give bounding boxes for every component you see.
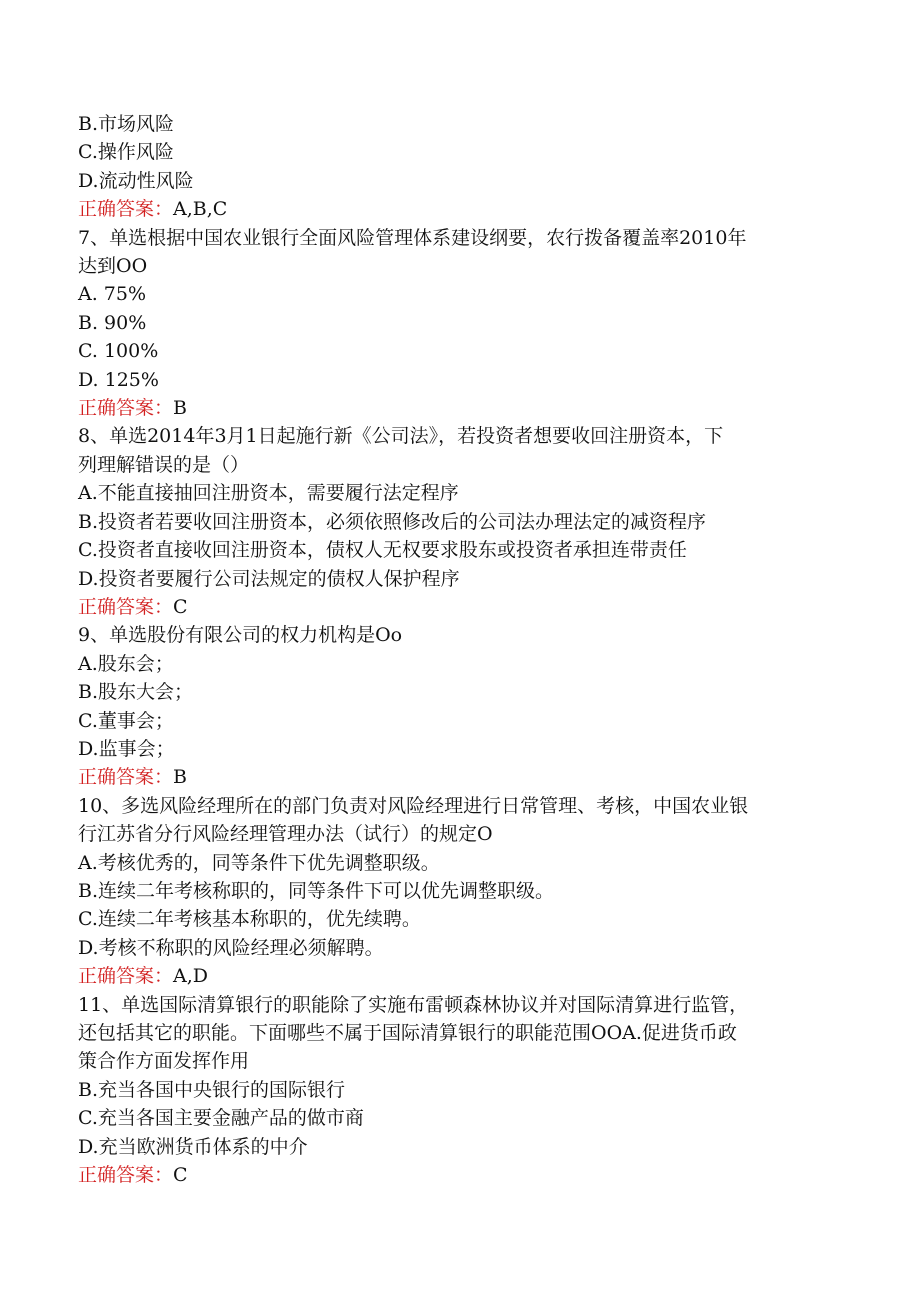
option-a: A.不能直接抽回注册资本，需要履行法定程序 xyxy=(78,482,459,505)
option-c: C.董事会； xyxy=(78,709,174,732)
question-stem: 10、多选风险经理所在的部门负责对风险经理进行日常管理、考核，中国农业银 xyxy=(78,794,749,817)
answer-value: B xyxy=(173,397,187,420)
option-d: D.流动性风险 xyxy=(78,169,194,192)
option-c: C.操作风险 xyxy=(78,141,174,164)
option-d: D.充当欧洲货币体系的中介 xyxy=(78,1135,308,1158)
option-b: B.股东大会； xyxy=(78,681,194,704)
question-stem: 9、单选股份有限公司的权力机构是Oo xyxy=(78,624,403,647)
option-a: A.考核优秀的，同等条件下优先调整职级。 xyxy=(78,851,440,874)
option-b: B.投资者若要收回注册资本，必须依照修改后的公司法办理法定的减资程序 xyxy=(78,510,707,533)
question-stem: 11、单选国际清算银行的职能除了实施布雷顿森林协议并对国际清算进行监管， xyxy=(78,993,749,1016)
answer-line xyxy=(78,763,838,791)
answer-line xyxy=(78,593,838,621)
answer-label: 正确答案： xyxy=(78,965,174,988)
option-c: C.充当各国主要金融产品的做市商 xyxy=(78,1107,364,1130)
answer-line xyxy=(78,195,838,223)
option-d: D. 125% xyxy=(78,368,159,391)
question-stem-continued: 还包括其它的职能。下面哪些不属于国际清算银行的职能范围OOA.促进货币政 xyxy=(78,1022,737,1044)
answer-value: A,B,C xyxy=(173,198,228,221)
answer-value: A,D xyxy=(173,965,209,988)
option-c: C. 100% xyxy=(78,340,159,363)
answer-label: 正确答案： xyxy=(78,766,174,789)
option-d: D.监事会； xyxy=(78,737,175,760)
option-d: D.投资者要履行公司法规定的债权人保护程序 xyxy=(78,567,460,590)
option-d: D.考核不称职的风险经理必须解聘。 xyxy=(78,936,384,959)
answer-label: 正确答案： xyxy=(78,198,174,221)
option-b: B.连续二年考核称职的，同等条件下可以优先调整职级。 xyxy=(78,879,555,902)
question-stem-continued: 列理解错误的是（） xyxy=(78,453,250,476)
question-stem-continued: 行江苏省分行风险经理管理办法（试行）的规定O xyxy=(78,823,493,846)
option-a: A.股东会； xyxy=(78,652,174,675)
document-page xyxy=(78,110,838,1189)
option-b: B.市场风险 xyxy=(78,113,175,135)
option-b: B.充当各国中央银行的国际银行 xyxy=(78,1078,346,1101)
answer-value: C xyxy=(173,595,188,618)
question-stem-continued: 策合作方面发挥作用 xyxy=(78,1050,250,1073)
answer-value: B xyxy=(173,766,187,789)
option-c: C.连续二年考核基本称职的，优先续聘。 xyxy=(78,908,421,931)
answer-line xyxy=(78,962,838,990)
answer-label: 正确答案： xyxy=(78,397,174,420)
question-stem: 7、单选根据中国农业银行全面风险管理体系建设纲要，农行拨备覆盖率2010年 xyxy=(78,226,747,249)
question-stem: 8、单选2014年3月1日起施行新《公司法》，若投资者想要收回注册资本，下 xyxy=(78,425,724,448)
answer-label: 正确答案： xyxy=(78,1164,174,1187)
question-stem-continued: 达到OO xyxy=(78,255,148,278)
answer-label: 正确答案： xyxy=(78,595,174,618)
answer-line xyxy=(78,1161,838,1189)
option-c: C.投资者直接收回注册资本，债权人无权要求股东或投资者承担连带责任 xyxy=(78,539,687,562)
option-a: A. 75% xyxy=(78,283,147,306)
answer-line xyxy=(78,394,838,422)
option-b: B. 90% xyxy=(78,311,147,334)
answer-value: C xyxy=(173,1164,188,1187)
